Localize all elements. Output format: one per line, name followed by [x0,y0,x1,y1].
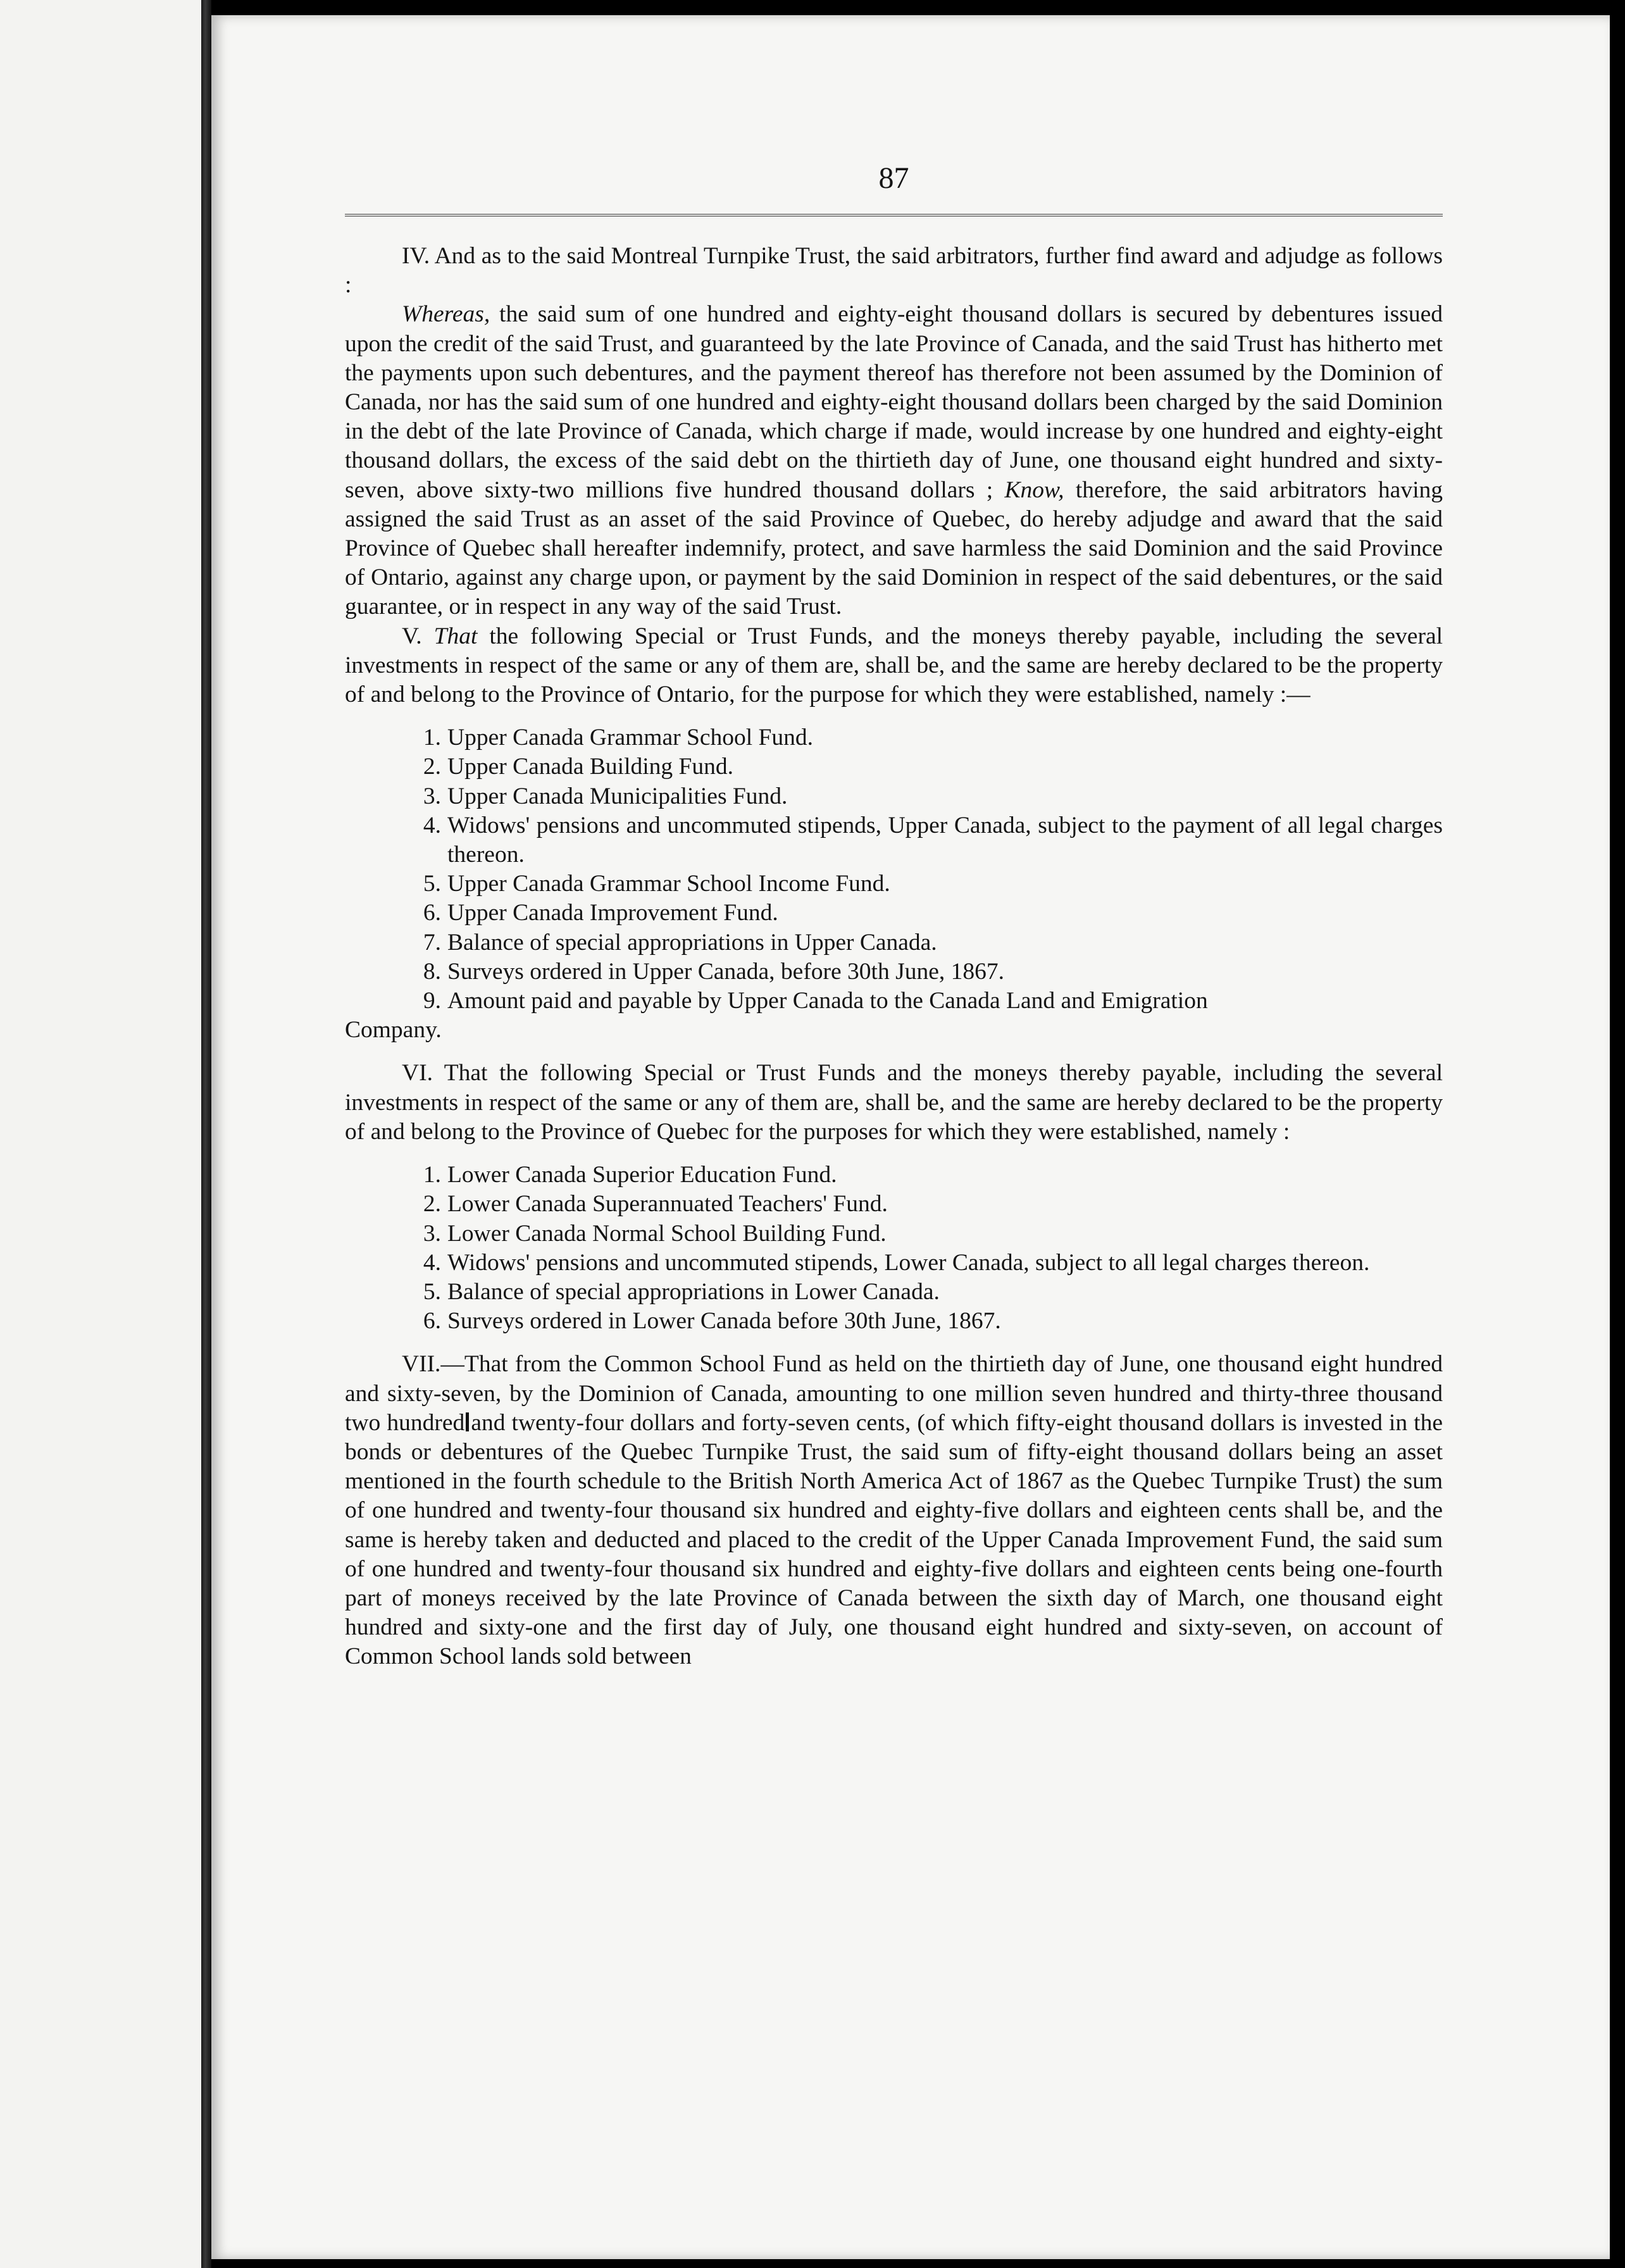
list-item-number: 2. [423,754,441,780]
list-item-number: 5. [423,871,441,897]
list-item [345,1219,1443,1249]
list-item-text: Widows' pensions and uncommuted stipends, Upper Canada, subject to the payment of all legal charges thereon. [447,812,1443,868]
paragraph-vi [345,1059,1443,1147]
list-item-number: 9. [423,988,441,1014]
list-item [345,869,1443,899]
paragraph-vi-text: VI. That the following Special or Trust Funds and the moneys thereby payable, including the several investments in respect of the same or any of them are, shall be, and the same are hereby declared to be the property of and belong to the Province of Quebec for the purposes for which they were established, namely : [345,1060,1443,1145]
whereas-text-b: therefore, the said arbitrators having assigned the said Trust as an asset of the said Province of Quebec, do hereby adjudge and award that the said Province of Quebec shall hereafter indemnify, protect, and save harmless the said Dominion and the said Province of Ontario, against any charge upon, or payment by the said Dominion in respect of the said debentures, or the said guarantee, or in respect in any way of the said Trust. [345,477,1443,620]
that-italic: That [433,623,478,649]
paragraph-iv [345,242,1443,300]
list-item-number: 5. [423,1278,441,1305]
header-rule [345,214,1443,216]
list-item [345,957,1443,987]
list-vi [345,1161,1443,1336]
list-item [345,899,1443,928]
list-item-number: 3. [423,1220,441,1247]
list-item-text: Upper Canada Grammar School Fund. [447,725,813,751]
paragraph-vii [345,1350,1443,1671]
list-item-text: Upper Canada Grammar School Income Fund. [447,871,890,897]
list-item-number: 6. [423,900,441,926]
list-item-number: 3. [423,783,441,809]
list-item-number: 1. [423,725,441,751]
paragraph-v [345,622,1443,710]
paragraph-iv-text: IV. And as to the said Montreal Turnpike Trust, the said arbitrators, further find award and adjudge as follows : [345,243,1443,299]
list-item-text: Balance of special appropriations in Lower Canada. [447,1278,940,1305]
list-item-number: 7. [423,929,441,956]
list-item-text: Upper Canada Improvement Fund. [447,900,778,926]
list-item [345,1278,1443,1307]
list-item-text: Surveys ordered in Upper Canada, before 30th June, 1867. [447,958,1004,985]
list-item-text: Amount paid and payable by Upper Canada to the Canada Land and Emigration [447,988,1208,1014]
list-item [345,1161,1443,1190]
paragraph-vii-text: VII.—That from the Common School Fund as held on the thirtieth day of June, one thousand eight hundred and sixty-seven, by the Dominion of Canada, amounting to one million seven hundred and thirty-three thousand two hundred and twenty-four dollars and forty-seven cents, (of which fifty-eight thousand dollars is invested in the bonds or debentures of the Quebec Turnpike Trust, the said sum of fifty-eight thousand dollars being an asset mentioned in the fourth schedule to the British North America Act of 1867 as the Quebec Turnpike Trust) the sum of one hundred and twenty-four thousand six hundred and eighty-five dollars and eighteen cents shall be, and the same is hereby taken and deducted and placed to the credit of the Upper Canada Improvement Fund, the said sum of one hundred and twenty-four thousand six hundred and eighty-five dollars and eighteen cents being one-fourth part of moneys received by the late Province of Canada between the sixth day of March, one thousand eight hundred and sixty-one and the first day of July, one thousand eight hundred and sixty-seven, on account of Common School lands sold between [345,1351,1443,1670]
list-item-text: Upper Canada Building Fund. [447,754,734,780]
list-item-text: Surveys ordered in Lower Canada before 30th June, 1867. [447,1308,1001,1335]
list-item-text: Lower Canada Superannuated Teachers' Fund. [447,1191,888,1218]
page-content [345,159,1443,1672]
page-number: 87 [878,161,909,195]
ontario-funds-list [345,723,1443,1045]
book-gutter [201,0,211,2268]
list-item [345,928,1443,957]
list-item-text: Balance of special appropriations in Upper Canada. [447,929,937,956]
know-italic: Know, [1004,477,1064,503]
list-item [345,1190,1443,1219]
whereas-text-a: the said sum of one hundred and eighty-eight thousand dollars is secured by debentures issued upon the credit of the said Trust, and guaranteed by the late Province of Canada, and the said Trust has hitherto met the payments upon such debentures, and the payment thereof has therefore not been assumed by the Dominion of Canada, nor has the said sum of one hundred and eighty-eight thousand dollars been charged by the said Dominion in the debt of the late Province of Canada, which charge if made, would increase by one hundred and eighty-eight thousand dollars, the excess of the said debt on the thirtieth day of June, one thousand eight hundred and sixty-seven, above sixty-two millions five hundred thousand dollars ; [345,301,1443,503]
list-item-number: 4. [423,812,441,838]
whereas-italic: Whereas, [402,301,490,328]
list-item [345,987,1443,1016]
list-v-tail: Company. [345,1017,442,1044]
list-item [345,752,1443,782]
paragraph-v-prefix: V. [402,623,434,649]
list-item [345,1307,1443,1336]
list-item-text: Lower Canada Normal School Building Fund. [447,1220,887,1247]
list-v [345,723,1443,1016]
list-item-number: 6. [423,1308,441,1335]
list-item-number: 8. [423,958,441,985]
paragraph-v-text: the following Special or Trust Funds, and the moneys thereby payable, including the several investments in respect of the same or any of them are, shall be, and the same are hereby declared to be the property of and belong to the Province of Ontario, for the purpose for which they were established, namely :— [345,623,1443,708]
list-item-text: Upper Canada Municipalities Fund. [447,783,788,809]
list-item [345,811,1443,869]
list-item-text: Lower Canada Superior Education Fund. [447,1162,837,1188]
list-item-text: Widows' pensions and uncommuted stipends, Lower Canada, subject to all legal charges thereon. [447,1249,1370,1276]
list-item-number: 1. [423,1162,441,1188]
list-item [345,1249,1443,1278]
list-item [345,723,1443,752]
list-item-number: 4. [423,1249,441,1276]
facing-page-edge [0,0,201,2268]
list-item-number: 2. [423,1191,441,1218]
list-item [345,782,1443,811]
quebec-funds-list [345,1161,1443,1336]
paragraph-whereas [345,300,1443,621]
